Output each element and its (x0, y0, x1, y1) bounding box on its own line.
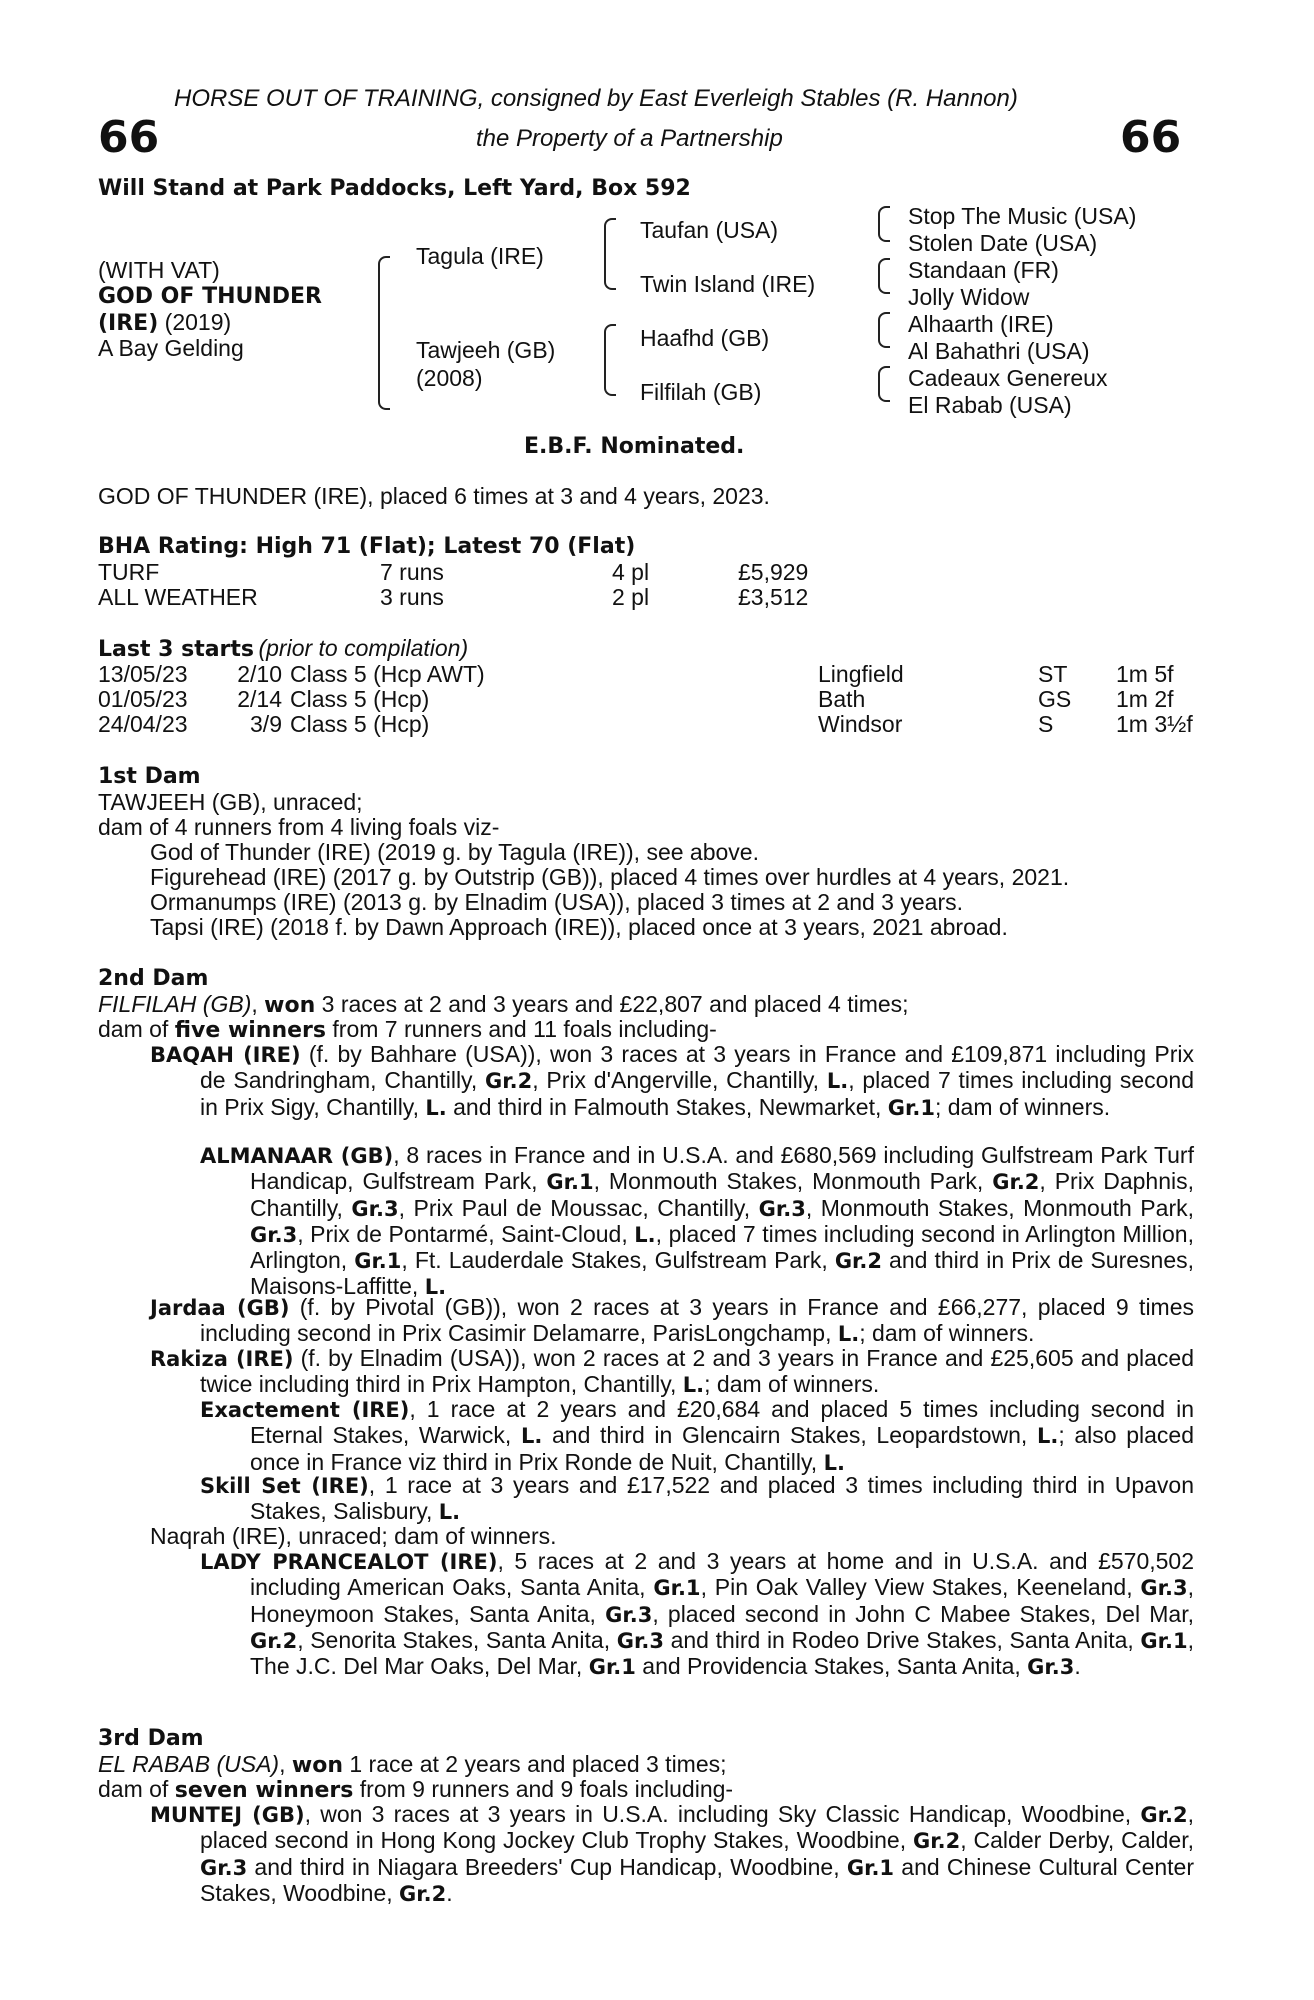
progeny-lp-text-6: and third in Rodeo Drive Stakes, Santa Anita, (663, 1626, 1141, 1653)
progeny-muntej-text-1: , won 3 races at 3 years in U.S.A. including Sky Classic Handicap, Woodbine, (304, 1801, 1141, 1827)
pedigree-g3-4: Jolly Widow (908, 284, 1030, 310)
first-dam-foal-1: God of Thunder (IRE) (2019 g. by Tagula (IRE)), see above. (150, 839, 759, 865)
rating-turf-prize: £5,929 (738, 559, 809, 585)
pedigree-brace-ss (878, 206, 890, 242)
grade-badge: Gr.2 (485, 1069, 533, 1094)
rating-aw-placed: 2 pl (612, 584, 650, 610)
pedigree-dam-year: (2008) (416, 365, 483, 391)
progeny-lp-text-9: . (1074, 1653, 1081, 1680)
last-starts-subtitle: (prior to compilation) (258, 635, 469, 661)
rating-aw-label: ALL WEATHER (98, 584, 258, 610)
start-3-class: Class 5 (Hcp) (290, 711, 430, 737)
progeny-lp-text-3: , Honeymoon Stakes, Santa Anita, (250, 1574, 1194, 1627)
start-2-class: Class 5 (Hcp) (290, 686, 430, 712)
second-dam-record-text: 3 races at 2 and 3 years and £22,807 and placed 4 times; (315, 991, 909, 1017)
pedigree-sire-dam: Twin Island (IRE) (640, 271, 816, 297)
third-dam-title: 3rd Dam (98, 1726, 204, 1751)
progeny-baqah-name: BAQAH (IRE) (150, 1043, 301, 1067)
property-line: the Property of a Partnership (476, 125, 783, 152)
grade-badge: L. (438, 1500, 461, 1525)
progeny-jardaa (150, 1295, 1194, 1348)
progeny-muntej-text-3: , Calder Derby, Calder, (960, 1827, 1194, 1854)
grade-badge: L. (823, 1450, 845, 1475)
grade-badge: L. (1036, 1424, 1059, 1449)
second-dam-produce-b: from 7 runners and 11 foals including- (326, 1016, 717, 1042)
grade-badge: L. (682, 1373, 705, 1398)
start-1-date: 13/05/23 (98, 661, 188, 687)
start-2-position: 2/14 (237, 686, 282, 712)
progeny-almanaar-text-1: , 8 races in France and in U.S.A. and £680,569 including Gulfstream Park Turf Handicap, Gulfstream Park, (250, 1142, 1194, 1195)
progeny-almanaar-text-2: , Monmouth Stakes, Monmouth Park, (593, 1168, 993, 1195)
start-2-distance: 1m 2f (1116, 686, 1174, 712)
grade-badge: Gr.2 (913, 1829, 961, 1854)
ebf-nominated: E.B.F. Nominated. (524, 434, 745, 459)
third-dam-produce-a: dam of (98, 1776, 175, 1802)
grade-badge: Gr.2 (834, 1249, 883, 1274)
rating-turf-runs: 7 runs (380, 559, 444, 585)
first-dam-foal-3: Ormanumps (IRE) (2013 g. by Elnadim (USA)), placed 3 times at 2 and 3 years. (150, 889, 963, 915)
progeny-lp-text-1: , 5 races at 2 and 3 years at home and in U.S.A. and £570,502 including American Oaks, Santa Anita, (250, 1548, 1194, 1601)
start-2-course: Bath (818, 686, 866, 712)
progeny-almanaar-text-8: , Ft. Lauderdale Stakes, Gulfstream Park, (401, 1247, 835, 1274)
horse-country: (IRE) (98, 311, 159, 336)
progeny-rakiza-text-2: ; dam of winners. (704, 1371, 880, 1398)
horse-name: GOD OF THUNDER (98, 284, 322, 309)
first-dam-foal-2: Figurehead (IRE) (2017 g. by Outstrip (GB)), placed 4 times over hurdles at 4 years, 2021. (150, 864, 1070, 890)
first-dam-name: TAWJEEH (GB), unraced; (98, 789, 363, 815)
grade-badge: L. (837, 1322, 860, 1347)
pedigree-brace-ds (878, 312, 890, 348)
grade-badge: L. (425, 1095, 447, 1120)
progeny-rakiza-name: Rakiza (IRE) (150, 1347, 294, 1371)
grade-badge: Gr.1 (354, 1249, 402, 1274)
progeny-baqah-text-3: , placed 7 times including second in Prix Sigy, Chantilly, (200, 1067, 1194, 1120)
pedigree-sire-sire: Taufan (USA) (640, 217, 779, 243)
grade-badge: L. (826, 1069, 849, 1094)
rating-turf-placed: 4 pl (612, 559, 650, 585)
grade-badge: Gr.1 (887, 1095, 935, 1120)
start-3-course: Windsor (818, 711, 903, 737)
progeny-muntej-text-4: and third in Niagara Breeders' Cup Handicap, Woodbine, (247, 1853, 847, 1880)
progeny-baqah (150, 1042, 1194, 1121)
grade-badge: Gr.1 (546, 1170, 594, 1195)
first-dam-foal-4: Tapsi (IRE) (2018 f. by Dawn Approach (IRE)), placed once at 3 years, 2021 abroad. (150, 914, 1008, 940)
start-3-going: S (1038, 711, 1054, 737)
progeny-lady-prancealot (200, 1549, 1194, 1680)
progeny-skill-set-name: Skill Set (IRE) (200, 1474, 369, 1498)
third-dam-record-text: 1 race at 2 years and placed 3 times; (342, 1751, 727, 1777)
horse-description: A Bay Gelding (98, 335, 244, 361)
progeny-muntej-text-2: , placed second in Hong Kong Jockey Club Trophy Stakes, Woodbine, (200, 1801, 1195, 1854)
progeny-almanaar-name: ALMANAAR (GB) (200, 1144, 394, 1168)
pedigree-brace-gen1 (378, 256, 390, 410)
grade-badge: L. (424, 1275, 447, 1300)
pedigree-g3-7: Cadeaux Genereux (908, 365, 1108, 391)
progeny-almanaar-text-6: , Prix de Pontarmé, Saint-Cloud, (297, 1220, 635, 1247)
progeny-exactement-text-3: ; also placed once in France viz third in Prix Ronde de Nuit, Chantilly, (250, 1422, 1194, 1475)
progeny-exactement (200, 1397, 1194, 1476)
grade-badge: L. (634, 1222, 656, 1247)
progeny-jardaa-text-2: ; dam of winners. (859, 1320, 1035, 1347)
second-dam-won: won (264, 993, 316, 1018)
last-starts-title: Last 3 starts (98, 637, 255, 662)
grade-badge: Gr.3 (200, 1855, 248, 1880)
second-dam-produce-a: dam of (98, 1016, 175, 1042)
last-starts-heading (98, 636, 468, 662)
consignor-line: HORSE OUT OF TRAINING, consigned by East Everleigh Stables (R. Hannon) (174, 85, 1018, 112)
rating-aw-runs: 3 runs (380, 584, 444, 610)
progeny-almanaar-text-5: , Monmouth Stakes, Monmouth Park, (805, 1194, 1194, 1221)
progeny-exactement-name: Exactement (IRE) (200, 1398, 410, 1422)
second-dam-name: FILFILAH (GB) (98, 991, 252, 1017)
progeny-lp-text-4: , placed second in John C Mabee Stakes, Del Mar, (652, 1600, 1194, 1627)
grade-badge: Gr.1 (588, 1655, 636, 1680)
pedigree-g3-3: Standaan (FR) (908, 257, 1059, 283)
pedigree-g3-8: El Rabab (USA) (908, 392, 1072, 418)
start-1-class: Class 5 (Hcp AWT) (290, 661, 485, 687)
start-3-position: 3/9 (250, 711, 282, 737)
progeny-almanaar-text-3: , Prix Daphnis, Chantilly, (250, 1168, 1194, 1221)
grade-badge: Gr.3 (1027, 1655, 1075, 1680)
grade-badge: Gr.2 (399, 1881, 447, 1906)
pedigree-brace-dd (878, 366, 890, 402)
grade-badge: Gr.1 (846, 1855, 895, 1880)
grade-badge: L. (520, 1424, 543, 1449)
progeny-lady-prancealot-name: LADY PRANCEALOT (IRE) (200, 1550, 498, 1574)
grade-badge: Gr.2 (992, 1170, 1040, 1195)
progeny-baqah-text-5: ; dam of winners. (934, 1093, 1111, 1120)
start-1-course: Lingfield (818, 661, 904, 687)
third-dam-produce-b: from 9 runners and 9 foals including- (353, 1776, 734, 1802)
progeny-jardaa-text-1: (f. by Pivotal (GB)), won 2 races at 3 years in France and £66,277, placed 9 times including second in Prix Casimir Delamarre, ParisLongchamp, (200, 1294, 1194, 1347)
vat-note: (WITH VAT) (98, 257, 220, 283)
stand-location: Will Stand at Park Paddocks, Left Yard, Box 592 (98, 176, 691, 201)
grade-badge: Gr.2 (1140, 1803, 1188, 1827)
progeny-lp-text-7: , The J.C. Del Mar Oaks, Del Mar, (250, 1626, 1194, 1680)
progeny-almanaar-text-4: , Prix Paul de Moussac, Chantilly, (398, 1194, 759, 1221)
progeny-muntej-text-6: . (446, 1879, 453, 1906)
pedigree-brace-dam (604, 324, 616, 396)
rating-aw-prize: £3,512 (738, 584, 809, 610)
racing-summary: GOD OF THUNDER (IRE), placed 6 times at 3 and 4 years, 2023. (98, 483, 770, 509)
third-dam-won: won (291, 1753, 343, 1778)
progeny-baqah-text-2: , Prix d'Angerville, Chantilly, (532, 1067, 827, 1094)
progeny-exactement-text-2: and third in Glencairn Stakes, Leopardstown, (542, 1422, 1037, 1449)
second-dam-record: FILFILAH (GB), won 3 races at 2 and 3 years and £22,807 and placed 4 times; (98, 991, 909, 1018)
grade-badge: Gr.3 (605, 1602, 653, 1627)
pedigree-g3-5: Alhaarth (IRE) (908, 311, 1054, 337)
progeny-lp-text-5: , Senorita Stakes, Santa Anita, (297, 1626, 617, 1653)
pedigree-g3-6: Al Bahathri (USA) (908, 338, 1090, 364)
start-2-going: GS (1038, 686, 1072, 712)
progeny-rakiza (150, 1346, 1194, 1399)
progeny-almanaar-text-9: and third in Prix de Suresnes, Maisons-Laffitte, (250, 1247, 1194, 1300)
second-dam-winners: five winners (174, 1018, 327, 1043)
progeny-jardaa-name: Jardaa (GB) (150, 1296, 290, 1320)
grade-badge: Gr.3 (616, 1628, 664, 1653)
start-3-distance: 1m 3½f (1116, 711, 1193, 737)
grade-badge: Gr.1 (1140, 1628, 1188, 1653)
second-dam-title: 2nd Dam (98, 966, 209, 991)
pedigree-dam: Tawjeeh (GB) (416, 337, 556, 363)
grade-badge: Gr.3 (758, 1196, 806, 1221)
progeny-muntej (150, 1802, 1194, 1907)
pedigree-sire: Tagula (IRE) (416, 243, 544, 269)
lot-number-right: 66 (1120, 112, 1182, 163)
progeny-almanaar (200, 1143, 1194, 1301)
grade-badge: Gr.3 (1140, 1576, 1188, 1601)
progeny-muntej-text-5: and Chinese Cultural Center Stakes, Woodbine, (200, 1853, 1195, 1906)
pedigree-dam-sire: Haafhd (GB) (640, 325, 770, 351)
third-dam-produce (98, 1777, 733, 1803)
progeny-lp-text-2: , Pin Oak Valley View Stakes, Keeneland, (700, 1574, 1141, 1601)
pedigree-dam-dam: Filfilah (GB) (640, 379, 762, 405)
third-dam-winners: seven winners (174, 1778, 354, 1803)
start-3-date: 24/04/23 (98, 711, 188, 737)
grade-badge: Gr.1 (653, 1576, 701, 1601)
start-1-distance: 1m 5f (1116, 661, 1174, 687)
first-dam-title: 1st Dam (98, 764, 201, 789)
grade-badge: Gr.3 (351, 1196, 399, 1221)
pedigree-brace-sd (878, 258, 890, 294)
progeny-almanaar-text-7: , placed 7 times including second in Arlington Million, Arlington, (250, 1220, 1194, 1274)
grade-badge: Gr.3 (250, 1222, 298, 1247)
progeny-baqah-text-4: and third in Falmouth Stakes, Newmarket, (446, 1093, 888, 1120)
start-2-date: 01/05/23 (98, 686, 188, 712)
first-dam-produce: dam of 4 runners from 4 living foals viz- (98, 814, 500, 840)
start-1-going: ST (1038, 661, 1068, 687)
bha-rating-title: BHA Rating: High 71 (Flat); Latest 70 (Flat) (98, 534, 636, 559)
progeny-skill-set (200, 1473, 1194, 1526)
progeny-skill-set-text-1: , 1 race at 3 years and £17,522 and placed 3 times including third in Upavon Stakes, Salisbury, (250, 1472, 1194, 1525)
pedigree-g3-1: Stop The Music (USA) (908, 203, 1137, 229)
progeny-baqah-text-1: (f. by Bahhare (USA)), won 3 races at 3 years in France and £109,871 including Prix de Sandringham, Chantilly, (200, 1041, 1195, 1094)
third-dam-name: EL RABAB (USA) (98, 1751, 280, 1777)
third-dam-record: EL RABAB (USA), won 1 race at 2 years and placed 3 times; (98, 1751, 727, 1778)
progeny-naqrah: Naqrah (IRE), unraced; dam of winners. (150, 1523, 557, 1549)
progeny-rakiza-text-1: (f. by Elnadim (USA)), won 2 races at 2 and 3 years in France and £25,605 and placed twice including third in Prix Hampton, Chantilly, (200, 1345, 1195, 1398)
lot-number-left: 66 (98, 112, 160, 163)
progeny-lp-text-8: and Providencia Stakes, Santa Anita, (635, 1653, 1028, 1680)
horse-name-line2 (98, 310, 231, 336)
progeny-muntej-name: MUNTEJ (GB) (150, 1803, 305, 1827)
second-dam-produce (98, 1017, 717, 1043)
pedigree-brace-sire (604, 218, 616, 290)
horse-year: (2019) (158, 309, 232, 335)
pedigree-g3-2: Stolen Date (USA) (908, 230, 1098, 256)
rating-turf-label: TURF (98, 559, 160, 585)
grade-badge: Gr.2 (250, 1628, 298, 1653)
start-1-position: 2/10 (237, 661, 282, 687)
progeny-exactement-text-1: , 1 race at 2 years and £20,684 and placed 5 times including second in Eternal Stakes, Warwick, (250, 1396, 1194, 1449)
